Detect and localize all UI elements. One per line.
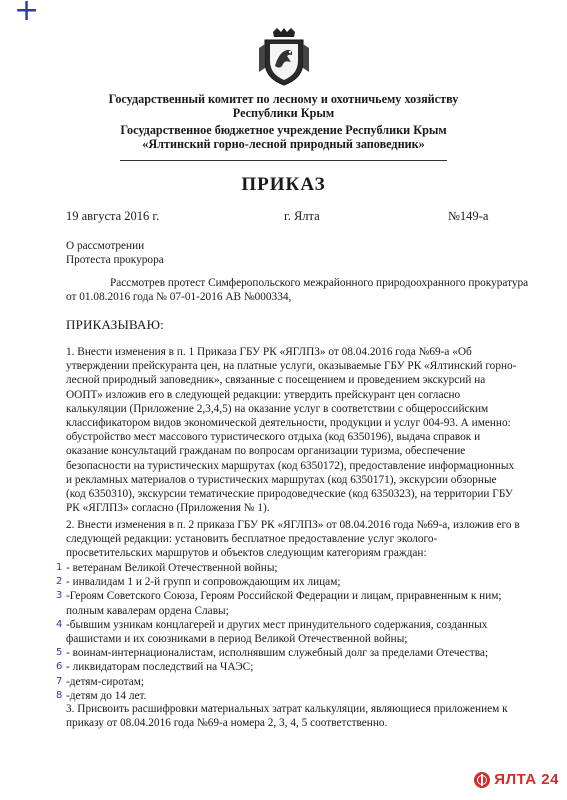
list-item: 3 -Героям Советского Союза, Героям Российской Федерации и лицам, приравненным к ним;: [56, 590, 502, 603]
header-republic: Республики Крым: [232, 106, 335, 120]
yalta24-watermark: [474, 771, 559, 788]
order-city: г. Ялта: [284, 209, 320, 223]
handwritten-number: 7: [56, 675, 63, 687]
handwritten-number: 6: [56, 661, 63, 673]
item-1-line: 1. Внести изменения в п. 1 Приказа ГБУ РК «ЯГЛПЗ» от 08.04.2016 года №69-а «Об: [66, 346, 472, 358]
list-item: 7 -детям-сиротам;: [56, 675, 145, 688]
globe-logo-icon: [474, 772, 490, 788]
list-item: 4 -бывшим узникам концлагерей и других мест принудительного содержания, созданных: [56, 618, 488, 631]
order-directive: ПРИКАЗЫВАЮ:: [66, 317, 165, 332]
item-1-line: РК «ЯГЛПЗ» согласно (Приложения № 1).: [66, 502, 270, 515]
order-number: №149-а: [448, 209, 489, 223]
item-2-line: следующей редакции: установить бесплатное предоставление услуг эколого-: [66, 533, 438, 546]
handwritten-number: 8: [56, 689, 63, 701]
header-committee: Государственный комитет по лесному и охотничьему хозяйству: [108, 92, 459, 106]
list-item: 2 - инвалидам 1 и 2-й групп и сопровождающим их лицам;: [56, 576, 341, 589]
handwritten-plus-mark: +: [14, 0, 40, 28]
list-item: полным кавалерам ордена Славы;: [66, 604, 229, 617]
item-3: [66, 702, 528, 730]
item-2-line: просветительских маршрутов и объектов следующим категориям граждан:: [66, 547, 427, 560]
document-title: ПРИКАЗ: [241, 174, 326, 195]
crimea-emblem-icon: [259, 28, 309, 86]
handwritten-number: 4: [56, 618, 63, 630]
exemption-list: [56, 561, 528, 703]
item-1: [66, 345, 528, 515]
item-1-line: лесной природный заповедник», связанные с посещением и проведением экскурсий на: [66, 374, 486, 387]
item-1-line: (код 6350310), экскурсии тематические природоведческие (код 6350323), на территории ГБУ: [66, 488, 513, 501]
list-item: 5 - воинам-интернационалистам, исполнявшим служебный долг за пределами Отечества;: [56, 647, 489, 660]
subject-line-2: Протеста прокурора: [66, 254, 164, 266]
subject-line-1: О рассмотрении: [66, 240, 145, 252]
item-1-line: ООПТ» изложив его в следующей редакции: утвердить прейскурант цен согласно: [66, 388, 461, 401]
intro-line-2: от 01.08.2016 года № 07-01-2016 АВ №000334,: [66, 291, 292, 303]
item-3-line: приказу от 08.04.2016 года №69-а номера 2, 3, 4, 5 соответственно.: [66, 717, 388, 730]
header-reserve: «Ялтинский горно-лесной природный заповедник»: [142, 137, 425, 151]
header-institution: Государственное бюджетное учреждение Республики Крым: [120, 123, 447, 137]
handwritten-number: 1: [56, 562, 63, 573]
item-2-line: 2. Внести изменения в п. 2 приказа ГБУ РК «ЯГЛПЗ» от 08.04.2016 года №69-а, изложив его в: [66, 519, 520, 531]
item-2: [66, 518, 528, 561]
item-1-line: классификатором видов экономической деятельности, продукции и услуг 004-93. А именно:: [66, 417, 511, 430]
item-1-line: безопасности на туристических маршрутах (код 6350172), предоставление информационных: [66, 459, 515, 472]
list-item: 8 -детям до 14 лет.: [56, 689, 147, 702]
item-3-line: 3. Присвоить расшифровки материальных затрат калькуляции, являющиеся приложением к: [66, 703, 508, 715]
handwritten-number: 2: [56, 576, 63, 588]
intro-line-1: Рассмотрев протест Симферопольского межрайонного природоохранного прокуратура: [110, 277, 529, 289]
header-divider: [120, 160, 447, 161]
list-item: 6 - ликвидаторам последствий на ЧАЭС;: [56, 661, 254, 674]
list-item: 1 - ветеранам Великой Отечественной войны;: [56, 562, 278, 574]
list-item: фашистами и их союзниками в период Великой Отечественной войны;: [66, 633, 408, 646]
handwritten-number: 5: [56, 647, 63, 659]
handwritten-number: 3: [56, 590, 63, 602]
item-1-line: утверждении прейскуранта цен, на платные услуги, оказываемые ГБУ РК «Ялтинский горно-: [66, 360, 517, 373]
item-1-line: обустройство мест массового туристического отдыха (код 6350196), выдача справок и: [66, 431, 481, 444]
order-date: 19 августа 2016 г.: [66, 209, 160, 223]
watermark-text: ЯЛТА 24: [494, 771, 559, 788]
item-1-line: калькуляции (Приложение 2,3,4,5) на оказание услуг в соответствии с общероссийским: [66, 402, 489, 415]
item-1-line: и рекламных материалов о туристических маршрутах (код 6350171), экскурсии обзорные: [66, 473, 497, 486]
item-1-line: оказание консультаций гражданам по вопросам организации туризма, обеспечение: [66, 445, 466, 458]
